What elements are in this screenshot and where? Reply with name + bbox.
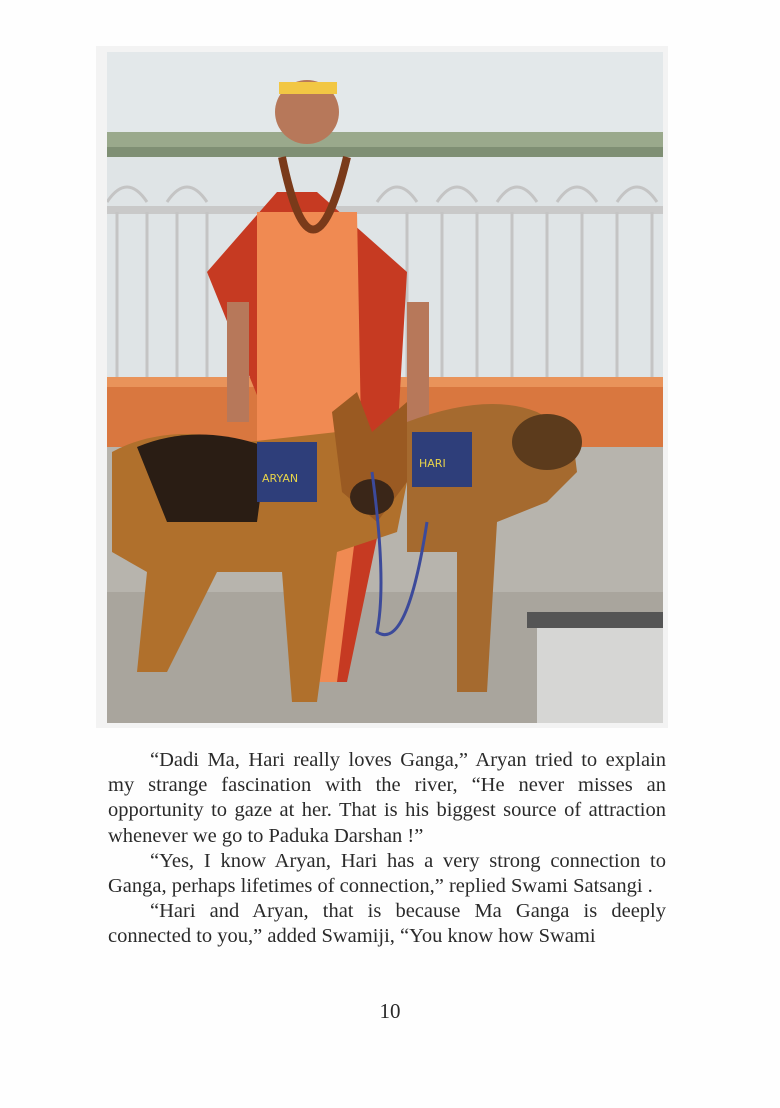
harness-label-hari: HARI xyxy=(419,457,446,470)
paragraph: “Yes, I know Aryan, Hari has a very strong connection to Ganga, perhaps lifetimes of connection,” replied Swami Satsangi . xyxy=(108,849,666,898)
page-number: 10 xyxy=(379,999,401,1023)
harness-label-aryan: ARYAN xyxy=(262,472,299,485)
body-text xyxy=(108,748,666,950)
paragraph: “Hari and Aryan, that is because Ma Ganga is deeply connected to you,” added Swamiji, “You know how Swami xyxy=(108,900,666,948)
photo xyxy=(107,52,663,723)
paragraph: “Dadi Ma, Hari really loves Ganga,” Aryan tried to explain my strange fascination with the river, “He never misses an opportunity to gaze at her. That is his biggest source of attraction whenever we go to Paduka Darshan !” xyxy=(108,749,666,847)
